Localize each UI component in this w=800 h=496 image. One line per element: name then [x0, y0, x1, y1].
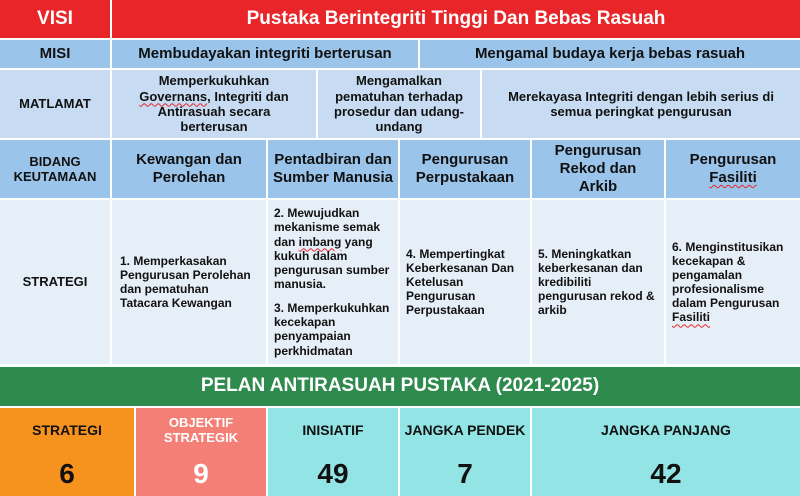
pelan-value-jangka-pendek: 7 [400, 452, 532, 496]
visi-text: Pustaka Berintegriti Tinggi Dan Bebas Rasuah [112, 0, 800, 38]
pelan-value-objektif: 9 [136, 452, 268, 496]
pelan-value-jangka-panjang: 42 [532, 452, 800, 496]
strategi-item-1: 1. Memperkasakan Pengurusan Perolehan dan pematuhan Tatacara Kewangan [112, 198, 268, 364]
pelan-label-objektif: OBJEKTIF STRATEGIK [136, 406, 268, 452]
pelan-label-jangka-pendek: JANGKA PENDEK [400, 406, 532, 452]
misi-label: MISI [0, 38, 112, 68]
pelan-value-strategi: 6 [0, 452, 136, 496]
bidang-item-1: Kewangan dan Perolehan [112, 138, 268, 198]
matlamat-item-2: Mengamalkan pematuhan terhadap prosedur dan udang-undang [318, 68, 482, 138]
bidang-item-2: Pentadbiran dan Sumber Manusia [268, 138, 400, 198]
pelan-label-jangka-panjang: JANGKA PANJANG [532, 406, 800, 452]
pelan-label-inisiatif: INISIATIF [268, 406, 400, 452]
matlamat-item-3: Merekayasa Integriti dengan lebih serius di semua peringkat pengurusan [482, 68, 800, 138]
strategi-item-5: 6. Menginstitusikan kecekapan & pengamalan profesionalisme dalam Pengurusan Fasiliti [666, 198, 800, 364]
pelan-title: PELAN ANTIRASUAH PUSTAKA (2021-2025) [0, 364, 800, 406]
spellcheck-mark: Fasiliti [672, 310, 711, 325]
strategi-item-3: 4. Mempertingkat Keberkesanan Dan Ketelusan Pengurusan Perpustakaan [400, 198, 532, 364]
misi-item-1: Membudayakan integriti berterusan [112, 38, 420, 68]
matlamat-item-1: Memperkukuhkan Governans, Integriti dan Antirasuah secara berterusan [112, 68, 318, 138]
spellcheck-mark: Fasiliti [709, 169, 757, 186]
bidang-item-4: Pengurusan Rekod dan Arkib [532, 138, 666, 198]
spellcheck-mark: Governans [139, 88, 208, 104]
bidang-item-3: Pengurusan Perpustakaan [400, 138, 532, 198]
bidang-label: BIDANG KEUTAMAAN [0, 138, 112, 198]
visi-label: VISI [0, 0, 112, 38]
spellcheck-mark: imbang [298, 234, 342, 249]
strategi-label: STRATEGI [0, 198, 112, 364]
strategi-item-2: 2. Mewujudkan mekanisme semak dan imbang yang kukuh dalam pengurusan sumber manusia. 3. Memperkukuhkan kecekapan penyampaian perkhidmatan [268, 198, 400, 364]
bidang-item-5: Pengurusan Fasiliti [666, 138, 800, 198]
matlamat-label: MATLAMAT [0, 68, 112, 138]
misi-item-2: Mengamal budaya kerja bebas rasuah [420, 38, 800, 68]
pelan-label-strategi: STRATEGI [0, 406, 136, 452]
strategi-item-4: 5. Meningkatkan keberkesanan dan kredibiliti pengurusan rekod & arkib [532, 198, 666, 364]
pelan-value-inisiatif: 49 [268, 452, 400, 496]
